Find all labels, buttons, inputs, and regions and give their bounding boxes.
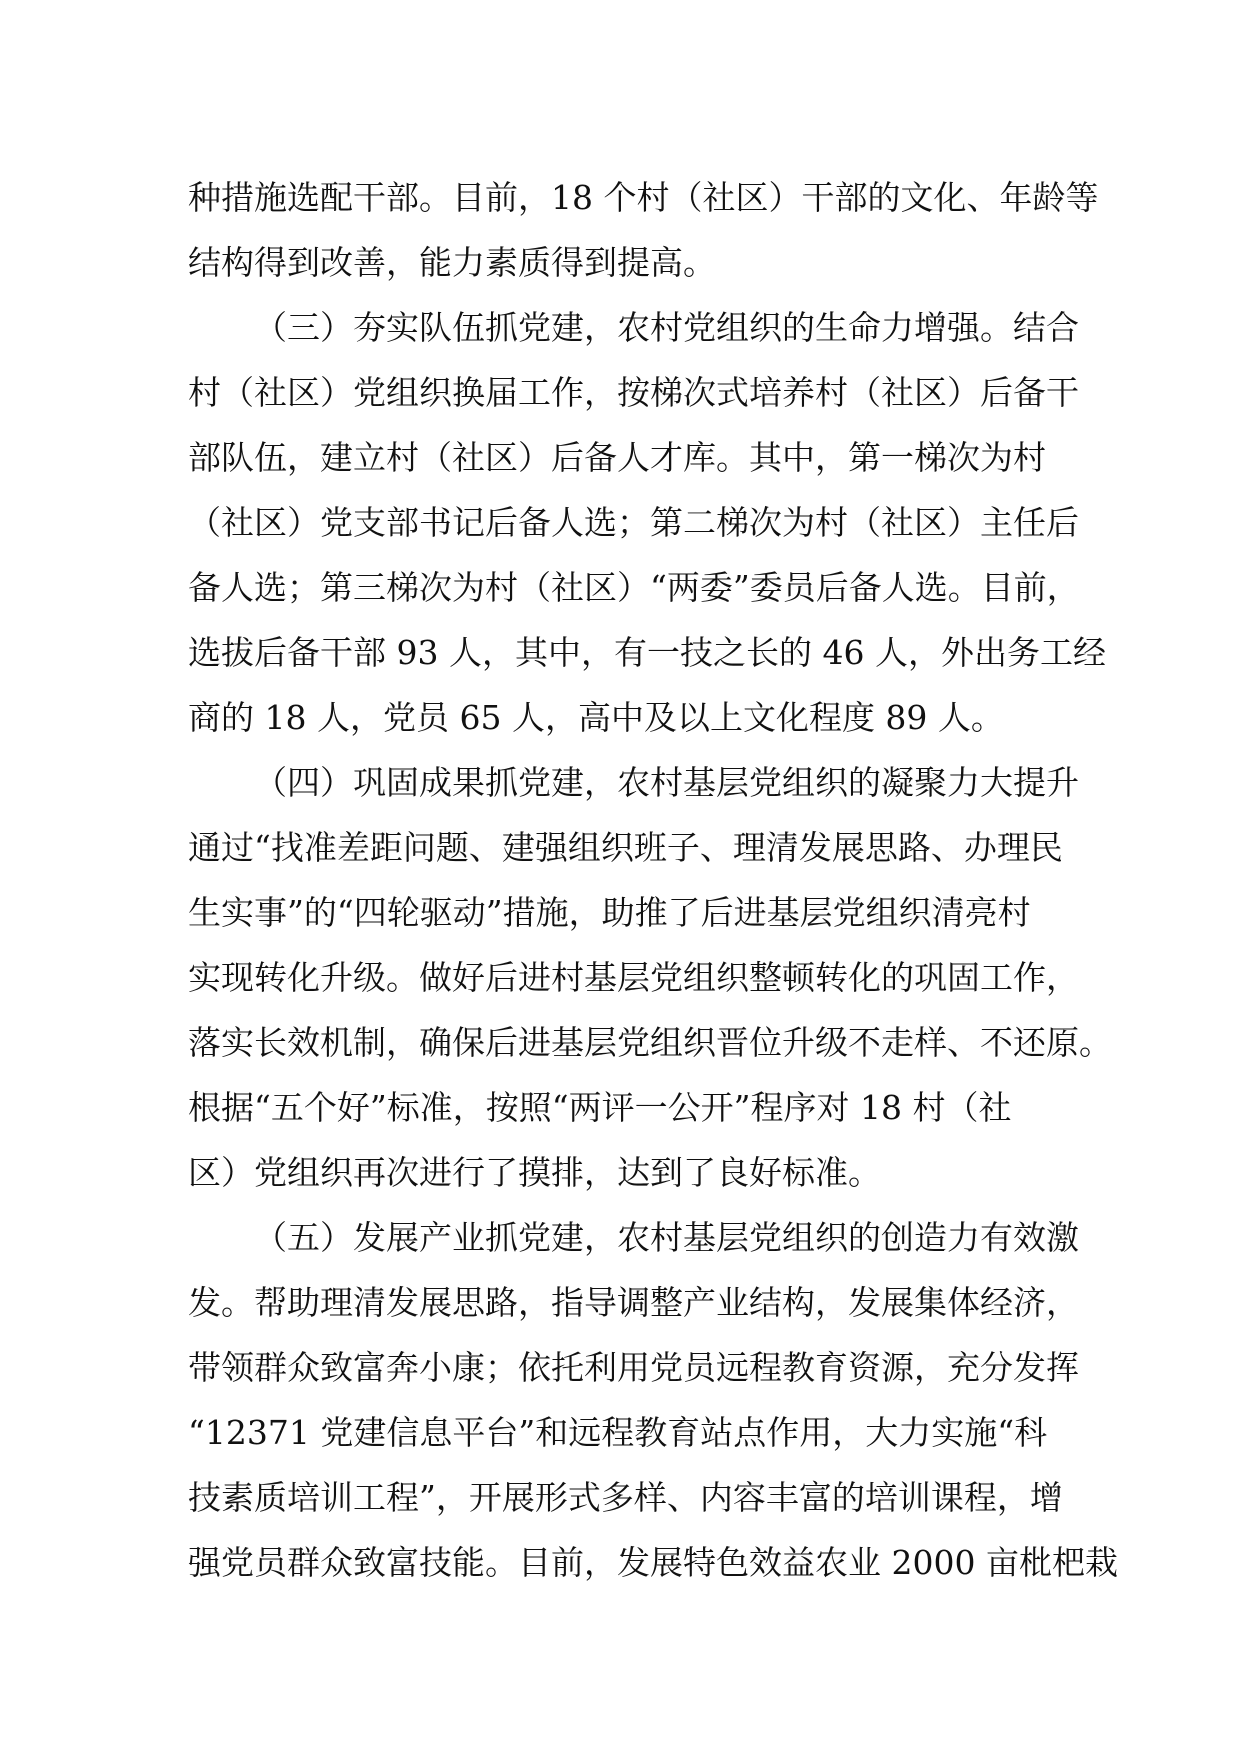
section-heading-line: （四）巩固成果抓党建，农村基层党组织的凝聚力大提升: [254, 763, 1079, 802]
section-heading-line: （五）发展产业抓党建，农村基层党组织的创造力有效激: [254, 1218, 1079, 1257]
text-line: 部队伍，建立村（社区）后备人才库。其中，第一梯次为村: [188, 438, 1046, 477]
text-line: 技素质培训工程”，开展形式多样、内容丰富的培训课程，增: [188, 1478, 1063, 1517]
text-line: 发。帮助理清发展思路，指导调整产业结构，发展集体经济，: [188, 1283, 1079, 1322]
text-line: 备人选；第三梯次为村（社区）“两委”委员后备人选。目前，: [188, 568, 1080, 607]
text-line: 村（社区）党组织换届工作，按梯次式培养村（社区）后备干: [188, 373, 1079, 412]
text-line: 结构得到改善，能力素质得到提高。: [188, 243, 716, 282]
text-line: 实现转化升级。做好后进村基层党组织整顿转化的巩固工作，: [188, 958, 1079, 997]
text-line: 根据“五个好”标准，按照“两评一公开”程序对 18 村（社: [188, 1088, 1012, 1127]
text-line: “12371 党建信息平台”和远程教育站点作用，大力实施“科: [188, 1413, 1048, 1452]
text-line: 通过“找准差距问题、建强组织班子、理清发展思路、办理民: [188, 828, 1063, 867]
document-body: [188, 165, 1118, 1595]
section-heading-line: （三）夯实队伍抓党建，农村党组织的生命力增强。结合: [254, 308, 1079, 347]
text-line: 区）党组织再次进行了摸排，达到了良好标准。: [188, 1153, 881, 1192]
text-line: 落实长效机制，确保后进基层党组织晋位升级不走样、不还原。: [188, 1023, 1112, 1062]
text-line: 带领群众致富奔小康；依托利用党员远程教育资源，充分发挥: [188, 1348, 1079, 1387]
text-line: 选拔后备干部 93 人，其中，有一技之长的 46 人，外出务工经: [188, 633, 1106, 672]
text-line: 种措施选配干部。目前，18 个村（社区）干部的文化、年龄等: [188, 178, 1099, 217]
text-line: 商的 18 人，党员 65 人，高中及以上文化程度 89 人。: [188, 698, 1004, 737]
text-line: 强党员群众致富技能。目前，发展特色效益农业 2000 亩枇杷栽: [188, 1543, 1118, 1582]
text-line: （社区）党支部书记后备人选；第二梯次为村（社区）主任后: [188, 503, 1079, 542]
text-line: 生实事”的“四轮驱动”措施，助推了后进基层党组织清亮村: [188, 893, 1031, 932]
